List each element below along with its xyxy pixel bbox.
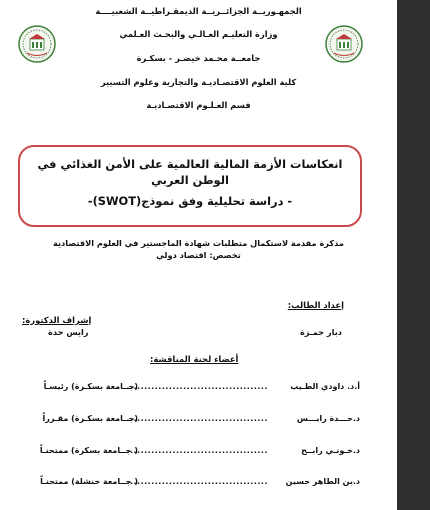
member-dots: ........................................ [126,382,268,391]
viewer-side-panel [397,0,430,510]
committee-member-row [24,382,360,394]
member-name: د.خـونـي رابــح [301,446,360,455]
university-emblem-icon [324,24,364,64]
member-role: ( جــامعة بسكرة) ممتحنـاً [39,446,138,455]
committee-member-row [24,477,360,489]
member-dots: ........................................ [126,477,268,486]
thesis-subtitle: - دراسة تحليلية وفق نموذج(SWOT)- [87,194,293,208]
student-name: دبار حمـزة [299,327,342,337]
member-role: ( جــامعة خنشلة) ممتحنـاً [40,477,138,486]
header-republic: الجمهـوريــة الجزائــريــة الديمقـراطيــة الشعبيــــة [95,6,302,16]
header-department: قسم العـلـوم الاقتصـاديـة [146,100,251,110]
member-role: (جــامعة بسكـرة) مقـرراً [42,414,138,423]
memo-specialty: تخصص: اقتصاد دولي [156,250,241,260]
member-name: د.حـــدة رايـــس [296,414,360,423]
header-university: جامعــة محـمد خيضـر - بسكـرة [136,53,261,63]
thesis-title-box [18,145,362,227]
member-dots: ........................................ [126,446,268,455]
committee-member-row [24,414,360,426]
committee-label: أعضاء لجنة المناقشة: [150,354,239,364]
member-name: د.بن الطاهر حسين [285,477,360,486]
supervisor-label: إشراف الدكتورة: [22,315,92,325]
prepared-by-label: إعداد الطالب: [287,300,344,310]
memo-purpose: مذكرة مقدمة لاستكمال متطلبات شهادة الماجستير في العلوم الاقتصادية [53,238,344,248]
supervisor-name: رايس حدة [48,327,89,337]
thesis-title: انعكاسات الأزمة المالية العالمية على الأمن الغذائي في الوطن العربي [37,157,343,187]
header-ministry: وزارة التعليـم العـالـي والبحـث العـلمي [119,29,278,39]
member-role: (جــامعة بسكـرة) رئيسـاً [43,382,138,391]
member-dots: ........................................ [126,414,268,423]
header-faculty: كلية العلوم الاقتصـاديـة والتجارية وعلوم التسيير [100,77,297,87]
committee-member-row [24,446,360,458]
member-name: أ.د. داودي الطـيب [290,382,360,391]
university-emblem-icon [17,24,57,64]
